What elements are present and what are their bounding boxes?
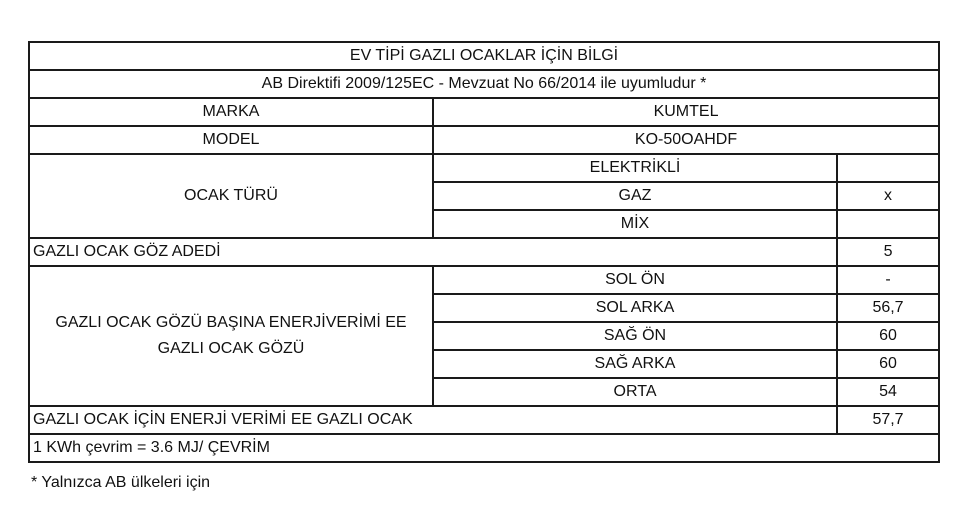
- conversion-note: 1 KWh çevrim = 3.6 MJ/ ÇEVRİM: [29, 434, 939, 462]
- model-value: KO-50OAHDF: [433, 126, 939, 154]
- burner-efficiency-label-line2: GAZLI OCAK GÖZÜ: [157, 340, 305, 357]
- burner-efficiency-value: 60: [837, 350, 939, 378]
- hob-type-mark: [837, 210, 939, 238]
- hob-type-mark: [837, 154, 939, 182]
- burner-position: ORTA: [433, 378, 837, 406]
- burner-efficiency-row: [29, 266, 939, 294]
- burner-efficiency-value: 56,7: [837, 294, 939, 322]
- footnote: * Yalnızca AB ülkeleri için: [31, 474, 211, 491]
- subtitle-row: [29, 70, 939, 98]
- hob-efficiency-row: [29, 406, 939, 434]
- burner-efficiency-label-line1: GAZLI OCAK GÖZÜ BAŞINA ENERJİVERİMİ EE: [55, 314, 407, 331]
- brand-value: KUMTEL: [433, 98, 939, 126]
- burner-position: SOL ARKA: [433, 294, 837, 322]
- model-row: [29, 126, 939, 154]
- hob-efficiency-label: GAZLI OCAK İÇİN ENERJİ VERİMİ EE GAZLI OCAK: [29, 406, 837, 434]
- burner-efficiency-value: -: [837, 266, 939, 294]
- brand-label: MARKA: [29, 98, 433, 126]
- title-row: [29, 42, 939, 70]
- hob-type-option: MİX: [433, 210, 837, 238]
- burner-count-value: 5: [837, 238, 939, 266]
- burner-efficiency-value: 60: [837, 322, 939, 350]
- energy-info-table: [28, 41, 940, 463]
- hob-efficiency-value: 57,7: [837, 406, 939, 434]
- hob-type-label: OCAK TÜRÜ: [29, 154, 433, 238]
- burner-position: SOL ÖN: [433, 266, 837, 294]
- hob-type-row: [29, 154, 939, 182]
- burner-position: SAĞ ÖN: [433, 322, 837, 350]
- hob-type-option: GAZ: [433, 182, 837, 210]
- hob-type-mark: x: [837, 182, 939, 210]
- burner-count-label: GAZLI OCAK GÖZ ADEDİ: [29, 238, 837, 266]
- burner-position: SAĞ ARKA: [433, 350, 837, 378]
- table-subtitle: AB Direktifi 2009/125EC - Mevzuat No 66/2014 ile uyumludur *: [29, 70, 939, 98]
- burner-count-row: [29, 238, 939, 266]
- conversion-row: [29, 434, 939, 462]
- hob-type-option: ELEKTRİKLİ: [433, 154, 837, 182]
- model-label: MODEL: [29, 126, 433, 154]
- brand-row: [29, 98, 939, 126]
- burner-efficiency-value: 54: [837, 378, 939, 406]
- table-title: EV TİPİ GAZLI OCAKLAR İÇİN BİLGİ: [29, 42, 939, 70]
- burner-efficiency-label: [29, 266, 433, 406]
